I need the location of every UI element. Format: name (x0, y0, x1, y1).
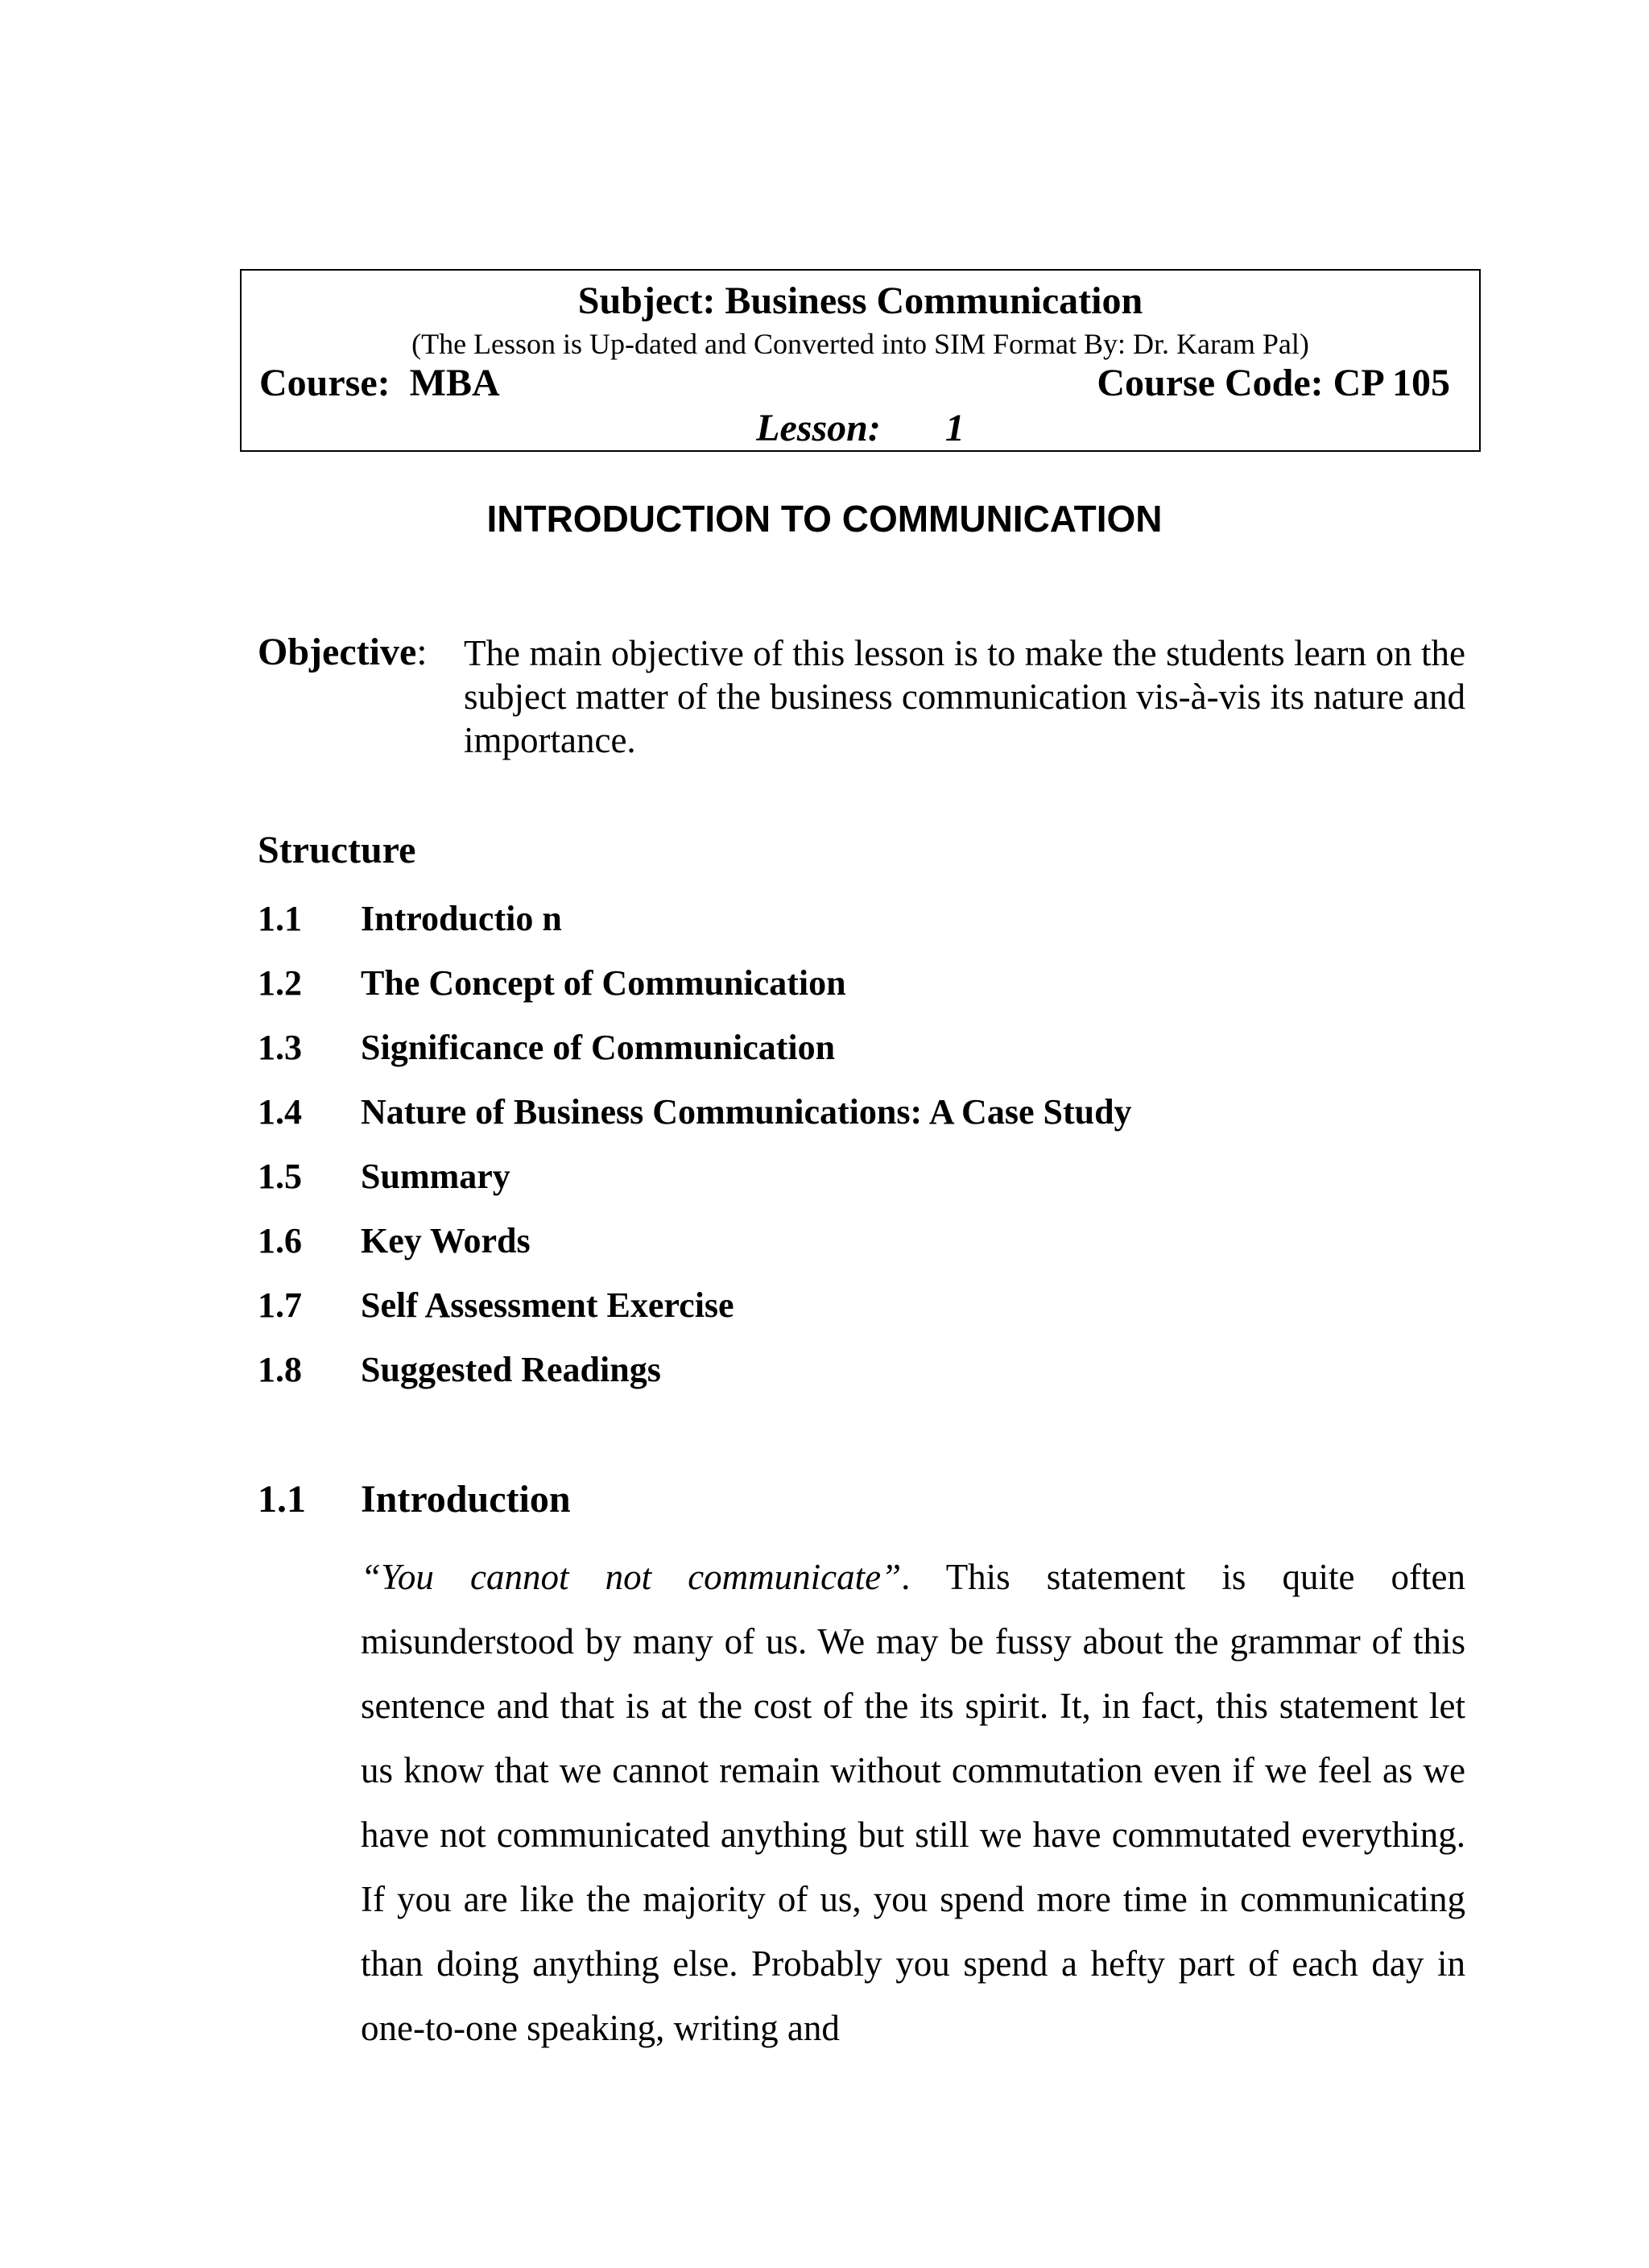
lesson-label: Lesson: (756, 407, 881, 449)
section-number: 1.1 (258, 1478, 306, 1521)
section-heading (258, 1477, 571, 1522)
structure-list (258, 897, 1132, 1413)
structure-item-label: Self Assessment Exercise (361, 1285, 734, 1325)
structure-item (258, 962, 1132, 1026)
structure-item-number: 1.6 (258, 1221, 302, 1260)
structure-item (258, 897, 1132, 962)
structure-item-number: 1.1 (258, 899, 302, 938)
objective-label-text: Objective (258, 631, 417, 673)
structure-item-label: Suggested Readings (361, 1350, 661, 1389)
section-body-text: . This statement is quite often misunderstood by many of us. We may be fussy about the grammar of this sentence and that is at the cost of the its spirit. It, in fact, this statement let us know that we cannot remain without commutation even if we feel as we have not communicated anything but still we have commutated everything. If you are like the majority of us, you spend more time in communicating than doing anything else. Probably you spend a hefty part of each day in one-to-one speaking, writing and (361, 1557, 1465, 2048)
lesson-header-box (240, 269, 1481, 452)
course-code: Course Code: CP 105 (1097, 362, 1450, 404)
structure-item-number: 1.5 (258, 1157, 302, 1196)
structure-item-number: 1.8 (258, 1350, 302, 1389)
structure-item-number: 1.2 (258, 963, 302, 1003)
structure-item-label: Summary (361, 1157, 510, 1196)
structure-item-label: Introductio n (361, 899, 562, 938)
course-name: Course: MBA (259, 362, 500, 404)
structure-item-label: Nature of Business Communications: A Case Study (361, 1092, 1132, 1132)
section-quote: “You cannot not communicate” (361, 1557, 902, 1597)
objective-label (258, 630, 428, 675)
structure-item (258, 1026, 1132, 1091)
subject-heading: Subject: Business Communication (577, 279, 1143, 322)
structure-item-label: The Concept of Communication (361, 963, 846, 1003)
objective-text: The main objective of this lesson is to make the students learn on the subject matter of the business communication vis-à-vis its nature and importance. (464, 633, 1465, 760)
structure-item-number: 1.7 (258, 1285, 302, 1325)
structure-heading: Structure (258, 829, 416, 871)
structure-item-number: 1.4 (258, 1092, 302, 1132)
structure-item-label: Key Words (361, 1221, 531, 1260)
section-paragraph (361, 1545, 1465, 2060)
structure-item (258, 1091, 1132, 1155)
section-title-text: Introduction (361, 1478, 571, 1521)
page-title: INTRODUCTION TO COMMUNICATION (486, 498, 1163, 540)
structure-item (258, 1284, 1132, 1348)
structure-item (258, 1348, 1132, 1413)
structure-item (258, 1219, 1132, 1284)
structure-item-number: 1.3 (258, 1028, 302, 1067)
conversion-note: (The Lesson is Up-dated and Converted into SIM Format By: Dr. Karam Pal) (411, 328, 1309, 360)
structure-item-label: Significance of Communication (361, 1028, 836, 1067)
structure-item (258, 1155, 1132, 1219)
objective-colon: : (416, 631, 428, 673)
lesson-number: 1 (944, 407, 965, 449)
lesson-line (242, 406, 1479, 451)
